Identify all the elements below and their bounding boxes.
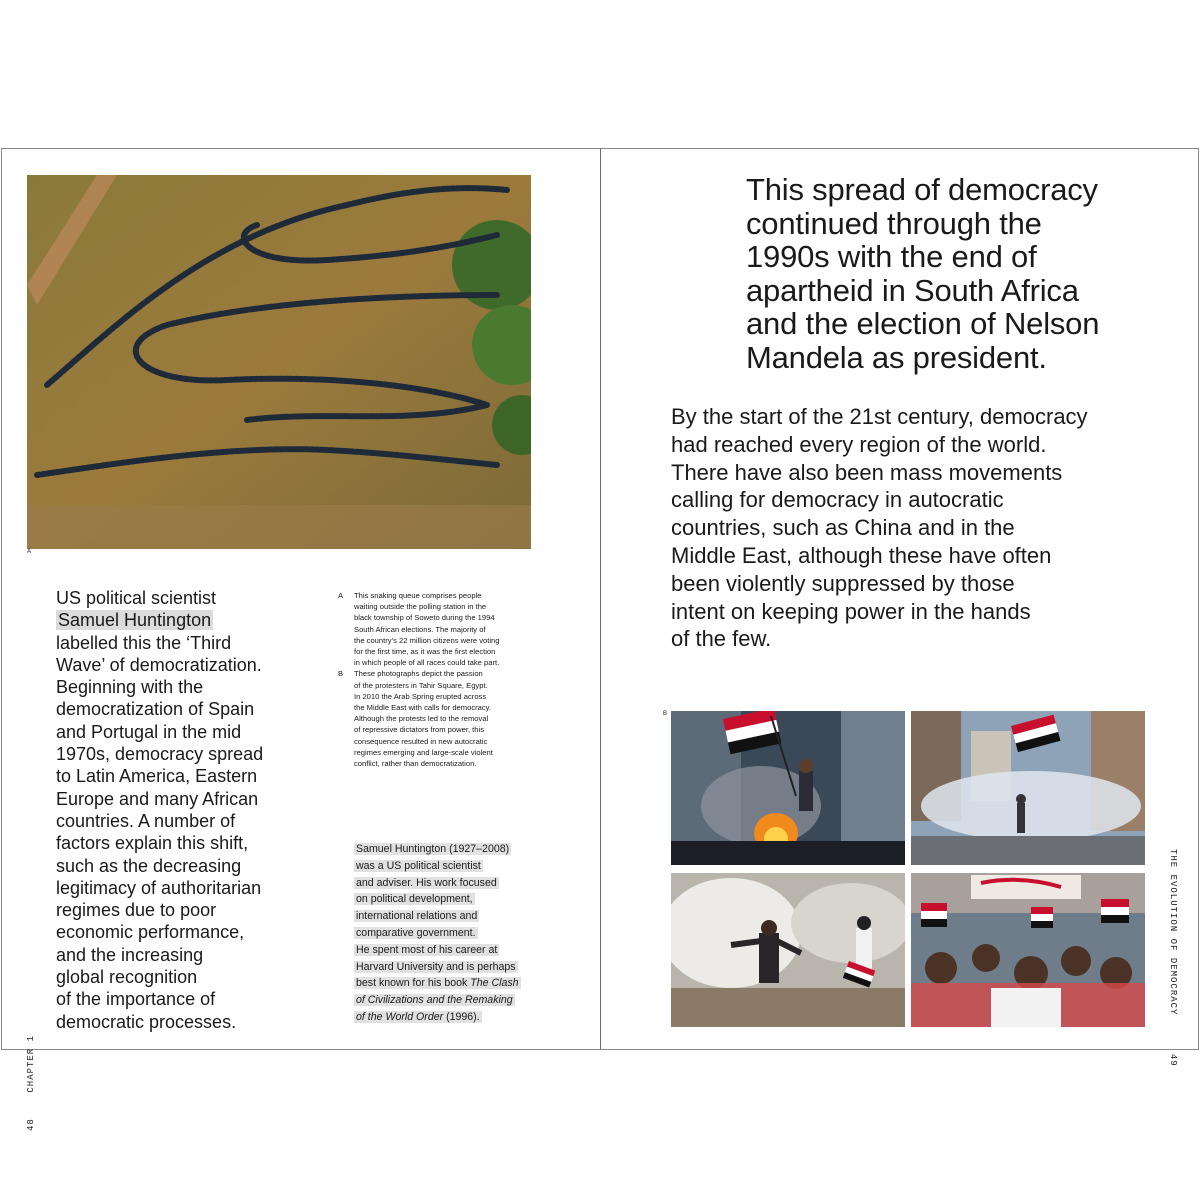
section-label: THE EVOLUTION OF DEMOCRACY bbox=[1168, 849, 1178, 1016]
book-title: of Civilizations and the Remaking bbox=[356, 994, 513, 1007]
caption-a bbox=[338, 590, 528, 668]
pull-quote-line: 1990s with the end of bbox=[746, 239, 1037, 274]
body-line: democratization of Spain bbox=[56, 699, 255, 720]
body-line: labelled this the ‘Third bbox=[56, 632, 232, 653]
folio-left bbox=[26, 1035, 36, 1131]
left-running-footer bbox=[26, 949, 40, 1132]
caption-line: Although the protests led to the removal bbox=[354, 714, 489, 724]
body-line: Beginning with the bbox=[56, 677, 204, 698]
caption-line: of repressive dictators from power, this bbox=[354, 725, 484, 735]
photo-canister-thrower bbox=[671, 873, 905, 1027]
photo-captions bbox=[338, 590, 528, 769]
body-line: Wave’ of democratization. bbox=[56, 654, 262, 675]
bio-name: Samuel Huntington bbox=[356, 843, 447, 855]
bio-line: comparative government. bbox=[356, 926, 476, 939]
caption-line: South African elections. The majority of bbox=[354, 624, 486, 634]
photo-flag-waver bbox=[671, 711, 905, 865]
bio-line: He spent most of his career at bbox=[356, 943, 498, 956]
bio-line: and adviser. His work focused bbox=[356, 876, 497, 889]
bio-line bbox=[354, 843, 511, 855]
body-line: There have also been mass movements bbox=[671, 459, 1063, 485]
body-line: global recognition bbox=[56, 967, 198, 988]
photo-label-a: A bbox=[27, 549, 32, 555]
body-line: and the increasing bbox=[56, 944, 204, 965]
bio-line bbox=[354, 977, 521, 989]
bio-text: best known for his book bbox=[356, 977, 471, 990]
pull-quote-line: continued through the bbox=[746, 205, 1042, 241]
pull-quote bbox=[746, 173, 1166, 374]
caption-line: These photographs depict the passion bbox=[354, 669, 483, 679]
body-line: Europe and many African bbox=[56, 788, 259, 809]
caption-line: the country’s 22 million citizens were voting bbox=[354, 635, 500, 645]
bio-line bbox=[354, 1011, 482, 1023]
left-page bbox=[1, 148, 601, 1132]
right-running-footer bbox=[1166, 849, 1180, 1067]
bio-line: Harvard University and is perhaps bbox=[356, 960, 516, 973]
body-line: intent on keeping power in the hands bbox=[671, 598, 1031, 624]
body-line: factors explain this shift, bbox=[56, 833, 249, 854]
caption-line: the Middle East with calls for democracy. bbox=[354, 703, 492, 713]
body-line: countries. A number of bbox=[56, 810, 236, 831]
photo-soweto-queue bbox=[27, 175, 531, 549]
caption-line: consequence resulted in new autocratic bbox=[354, 736, 488, 746]
caption-line: This snaking queue comprises people bbox=[354, 591, 482, 600]
body-line: and Portugal in the mid bbox=[56, 721, 242, 742]
book-spread bbox=[0, 148, 1200, 1132]
photo-crowd-flags bbox=[911, 873, 1145, 1027]
body-line: legitimacy of authoritarian bbox=[56, 877, 262, 898]
body-line: Middle East, although these have often bbox=[671, 542, 1052, 568]
caption-b bbox=[338, 668, 528, 769]
caption-line: of the protesters in Tahir Square, Egypt. bbox=[354, 680, 488, 690]
pull-quote-line: and the election of Nelson bbox=[746, 306, 1100, 341]
folio-right bbox=[1168, 849, 1178, 1067]
body-line: By the start of the 21st century, democracy bbox=[671, 404, 1088, 429]
body-line: been violently suppressed by those bbox=[671, 570, 1015, 596]
body-line: countries, such as China and in the bbox=[671, 515, 1015, 541]
pull-quote-line: Mandela as president. bbox=[746, 339, 1047, 375]
caption-line: for the first time, as it was the first election bbox=[354, 647, 496, 657]
caption-line: black township of Soweto during the 1994 bbox=[354, 613, 495, 623]
huntington-bio-sidebar bbox=[354, 841, 534, 1026]
pull-quote-line: apartheid in South Africa bbox=[746, 272, 1079, 308]
body-line: US political scientist bbox=[56, 588, 217, 608]
highlighted-name: Samuel Huntington bbox=[58, 610, 212, 631]
caption-line: regimes emerging and large-scale violent bbox=[354, 747, 493, 757]
photo-grid-tahrir bbox=[671, 711, 1145, 1027]
bio-text: (1996). bbox=[443, 1010, 480, 1023]
body-line: regimes due to poor bbox=[56, 900, 217, 921]
body-line: calling for democracy in autocratic bbox=[671, 487, 1004, 513]
caption-line: in which people of all races could take part. bbox=[354, 658, 500, 668]
book-title: of the World Order bbox=[356, 1010, 444, 1023]
photo-tear-gas-street bbox=[911, 711, 1145, 865]
bio-line: international relations and bbox=[356, 910, 478, 923]
bio-dates: (1927–2008) bbox=[449, 843, 510, 855]
body-line: to Latin America, Eastern bbox=[56, 766, 258, 787]
chapter-label: CHAPTER 1 bbox=[26, 1035, 36, 1093]
pull-quote-line: This spread of democracy bbox=[746, 172, 1098, 207]
body-line: of the few. bbox=[671, 626, 772, 652]
bio-line: was a US political scientist bbox=[356, 859, 481, 872]
left-body-text bbox=[56, 587, 318, 1033]
caption-letter: B bbox=[338, 669, 344, 679]
body-line: such as the decreasing bbox=[56, 855, 242, 876]
body-line: of the importance of bbox=[56, 989, 216, 1010]
page-number: 49 bbox=[1168, 1053, 1178, 1067]
body-line: had reached every region of the world. bbox=[671, 431, 1047, 457]
body-line: 1970s, democracy spread bbox=[56, 744, 264, 765]
bio-line bbox=[354, 994, 515, 1006]
photo-label-b: B bbox=[663, 711, 668, 717]
body-line: economic performance, bbox=[56, 922, 245, 943]
bio-line: on political development, bbox=[356, 893, 473, 906]
caption-line: waiting outside the polling station in the bbox=[354, 602, 487, 612]
caption-line: In 2010 the Arab Spring erupted across bbox=[354, 691, 487, 701]
caption-letter: A bbox=[338, 591, 344, 600]
right-page bbox=[600, 148, 1199, 1067]
body-line: democratic processes. bbox=[56, 1011, 237, 1032]
book-title: The Clash bbox=[470, 977, 519, 990]
page-number: 48 bbox=[26, 1118, 36, 1132]
right-body-text bbox=[671, 403, 1171, 653]
caption-line: conflict, rather than democratization. bbox=[354, 759, 477, 769]
